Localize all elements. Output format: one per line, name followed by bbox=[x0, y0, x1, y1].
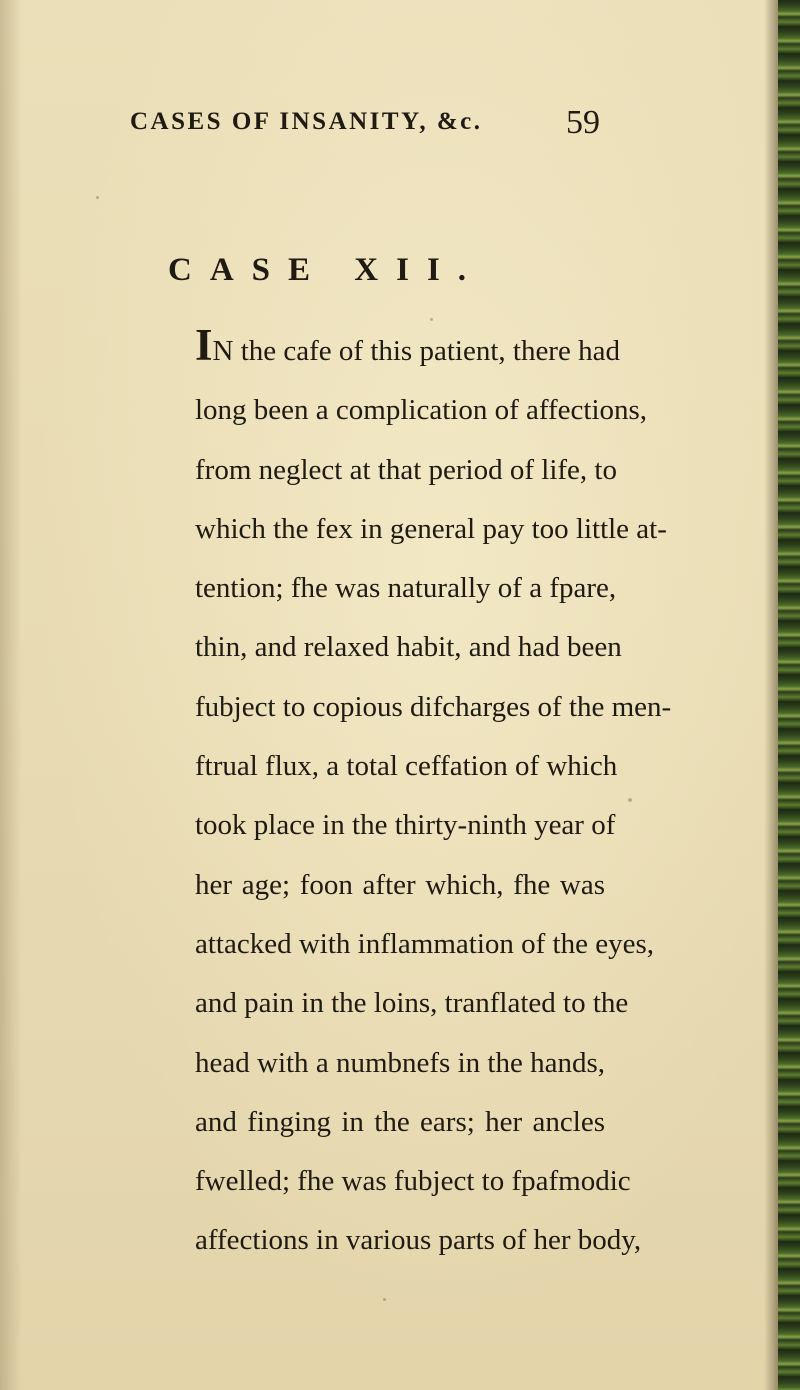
text-line: head with a numbnefs in the hands, bbox=[195, 1046, 605, 1079]
text-line: and pain in the loins, tranflated to the bbox=[195, 987, 629, 1020]
text-line: which the fex in general pay too little at- bbox=[195, 512, 667, 545]
text-line: long been a complication of affections, bbox=[195, 394, 648, 427]
paper-speck bbox=[628, 798, 632, 802]
page-header bbox=[130, 104, 600, 154]
paper-speck bbox=[383, 1298, 386, 1301]
paper-speck bbox=[96, 196, 99, 199]
text-line: took place in the thirty-ninth year of bbox=[195, 809, 616, 842]
text-line: fwelled; fhe was fubject to fpafmodic bbox=[195, 1165, 631, 1198]
text-line: IN the cafe of this patient, there had bbox=[195, 320, 620, 370]
drop-cap: I bbox=[195, 320, 213, 370]
text-line: her age; foon after which, fhe was bbox=[195, 868, 605, 901]
gutter-shadow bbox=[764, 0, 778, 1390]
text-line: attacked with inflammation of the eyes, bbox=[195, 927, 655, 960]
book-binding bbox=[778, 0, 800, 1390]
text-line: ftrual flux, a total ceffation of which bbox=[195, 750, 618, 783]
case-title: CASE XII. bbox=[168, 252, 485, 288]
text-line: thin, and relaxed habit, and had been bbox=[195, 631, 622, 664]
text-line: from neglect at that period of life, to bbox=[195, 453, 617, 486]
text-line: tention; fhe was naturally of a fpare, bbox=[195, 572, 617, 605]
body-text bbox=[195, 320, 672, 1271]
text-line: and finging in the ears; her ancles bbox=[195, 1105, 605, 1138]
page-edge-shadow bbox=[0, 0, 22, 1390]
running-head: CASES OF INSANITY, &c. bbox=[130, 108, 483, 135]
text-line: affections in various parts of her body, bbox=[195, 1224, 642, 1257]
page-number: 59 bbox=[566, 104, 600, 141]
text-line: fubject to copious difcharges of the men- bbox=[195, 690, 672, 723]
paper-speck bbox=[430, 318, 433, 321]
